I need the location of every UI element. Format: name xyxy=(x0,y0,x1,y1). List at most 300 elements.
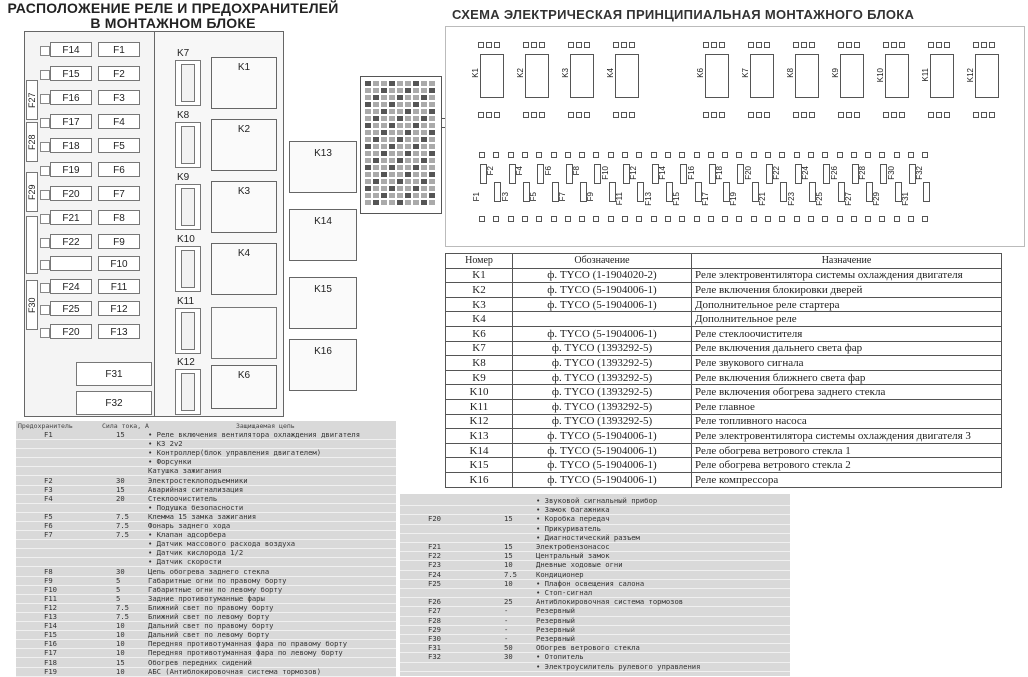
mini-cell xyxy=(397,151,403,156)
relay-pin xyxy=(613,42,619,48)
fuse-row xyxy=(16,667,396,677)
fuse-tab xyxy=(40,142,50,152)
fuse-pair xyxy=(32,41,140,59)
relay-pin xyxy=(973,42,979,48)
relay-purpose: Реле стеклоочистителя xyxy=(692,326,1002,341)
relay-purpose: Реле электровентилятора системы охлаждения двигателя xyxy=(692,268,1002,283)
fuse-circuit: • Подушка безопасности xyxy=(148,502,244,512)
relay-pin xyxy=(838,42,844,48)
fuse-pin xyxy=(808,216,814,222)
mini-cell xyxy=(365,172,371,177)
fuse-id: F14 xyxy=(44,621,57,631)
mini-cell xyxy=(389,172,395,177)
mini-cell xyxy=(373,102,379,107)
fuse-pin xyxy=(665,216,671,222)
fuse-pin xyxy=(865,216,871,222)
fuse-id: F12 xyxy=(44,602,57,612)
mini-cell xyxy=(373,123,379,128)
fuse-id: F17 xyxy=(44,648,57,658)
fuse-current: 10 xyxy=(504,560,513,570)
mini-cell xyxy=(365,95,371,100)
schematic-relay-label: K6 xyxy=(696,68,705,78)
mini-cell xyxy=(397,109,403,114)
relay-designation: ф. TYCO (5-1904006-1) xyxy=(513,458,692,473)
fuse-label-right: F5 xyxy=(98,138,140,153)
fuse-current: 50 xyxy=(504,643,513,653)
fuse-label-left: F20 xyxy=(50,186,92,201)
fuse-tab xyxy=(40,166,50,176)
schematic-relay xyxy=(705,54,729,98)
schematic-relay xyxy=(885,54,909,98)
relay-number: K10 xyxy=(446,385,513,400)
mini-cell xyxy=(397,88,403,93)
fuse-pin xyxy=(765,152,771,158)
fuse-id: F22 xyxy=(428,551,441,561)
mini-cell xyxy=(421,123,427,128)
fuse-label-right: F7 xyxy=(98,186,140,201)
relay-table-row xyxy=(446,297,1002,312)
fuse-pin xyxy=(865,152,871,158)
relay-pin xyxy=(973,112,979,118)
relay-pin xyxy=(539,112,545,118)
mini-cell xyxy=(413,165,419,170)
mini-cell xyxy=(413,95,419,100)
side-fuse-label: F27 xyxy=(26,80,38,120)
schematic-fuse-label: F5 xyxy=(529,192,539,202)
mini-cell xyxy=(389,144,395,149)
mini-cell xyxy=(421,158,427,163)
fuse-current: 7.5 xyxy=(116,511,129,521)
schematic-relay-label: K4 xyxy=(606,68,615,78)
outer-relay-label: K14 xyxy=(314,216,332,227)
schematic-relay xyxy=(570,54,594,98)
fuse-current: 15 xyxy=(116,484,125,494)
mini-cell xyxy=(397,200,403,205)
schematic-fuse-label: F4 xyxy=(514,166,524,176)
mini-cell xyxy=(413,193,419,198)
relay-pin xyxy=(576,112,582,118)
fuse-current: 7.5 xyxy=(116,530,129,540)
fuse-pin xyxy=(493,152,499,158)
fuse-label-left: F18 xyxy=(50,138,92,153)
mini-cell xyxy=(421,144,427,149)
fuse-pin xyxy=(879,152,885,158)
schematic-fuse-label: F6 xyxy=(543,166,553,176)
relay-pin xyxy=(531,112,537,118)
header-circuit: Защищаемая цепь xyxy=(236,422,295,430)
relay-table-row xyxy=(446,458,1002,473)
fuse-tab xyxy=(40,260,50,270)
relay-pin xyxy=(793,42,799,48)
mini-cell xyxy=(405,109,411,114)
schematic-fuse-label: F23 xyxy=(786,192,796,206)
relay-box xyxy=(211,119,277,171)
relay-label: K11 xyxy=(177,296,195,307)
relay-designation: ф. TYCO (1-1904020-2) xyxy=(513,268,692,283)
fuse-pin xyxy=(694,152,700,158)
fuse-id: F19 xyxy=(44,666,57,676)
fuse-circuit: Резервный xyxy=(536,615,575,625)
mini-fuse-block xyxy=(360,76,442,214)
mini-cell xyxy=(429,151,435,156)
outer-relay xyxy=(289,339,357,391)
relay-pin xyxy=(846,112,852,118)
outer-relay xyxy=(289,277,357,329)
relay-designation: ф. TYCO (5-1904006-1) xyxy=(513,472,692,487)
schematic-fuse-label: F13 xyxy=(643,192,653,206)
mini-cell xyxy=(397,123,403,128)
fuse-circuit: Обогрев ветрового стекла xyxy=(536,643,640,653)
schematic-relay-label: K10 xyxy=(876,68,885,83)
relay-table xyxy=(445,253,1002,488)
mini-cell xyxy=(429,123,435,128)
mini-cell xyxy=(421,186,427,191)
fuse-id: F21 xyxy=(428,542,441,551)
fuse-pin xyxy=(636,216,642,222)
mini-cell xyxy=(365,81,371,86)
relay-pin xyxy=(854,112,860,118)
fuse-tab xyxy=(40,70,50,80)
fuse-circuit: • Стоп-сигнал xyxy=(536,588,593,597)
fuse-pin xyxy=(908,216,914,222)
fuse-pin xyxy=(779,152,785,158)
mini-cell xyxy=(405,172,411,177)
relay-socket-inner xyxy=(181,188,195,226)
mini-cell xyxy=(429,200,435,205)
relay-designation: ф. TYCO (5-1904006-1) xyxy=(513,326,692,341)
mini-cell xyxy=(405,95,411,100)
relay-number: K14 xyxy=(446,443,513,458)
schematic-fuse-label: F11 xyxy=(615,192,624,206)
relay-table-row xyxy=(446,370,1002,385)
mini-cell xyxy=(397,81,403,86)
relay-box-label: K2 xyxy=(237,124,251,135)
fuse-id: F11 xyxy=(44,593,57,603)
fuse-current: 7.5 xyxy=(116,612,129,621)
fuse-id: F4 xyxy=(44,493,53,503)
fuse-id: F9 xyxy=(44,575,53,585)
schematic-fuse-label: F24 xyxy=(800,166,810,180)
mini-cell xyxy=(373,179,379,184)
mini-cell xyxy=(381,179,387,184)
relay-label: K8 xyxy=(177,110,190,121)
mini-cell xyxy=(429,109,435,114)
left-title-line2: В МОНТАЖНОМ БЛОКЕ xyxy=(90,15,256,31)
mini-cell xyxy=(413,81,419,86)
relay-label: K12 xyxy=(177,357,195,368)
schematic-fuse-label: F31 xyxy=(901,192,910,206)
relay-box-label: K3 xyxy=(237,186,251,197)
fuse-label-left xyxy=(50,256,92,271)
relay-pin xyxy=(981,42,987,48)
relay-number: K8 xyxy=(446,356,513,371)
relay-box xyxy=(211,181,277,233)
side-fuse-label: F30 xyxy=(26,280,38,330)
relay-pin xyxy=(576,42,582,48)
schematic-relay xyxy=(975,54,999,98)
relay-pin xyxy=(989,42,995,48)
schematic-relay xyxy=(840,54,864,98)
fuse-circuit: Цепь обогрева заднего стекла xyxy=(148,566,270,576)
fuse-current: 25 xyxy=(504,597,513,607)
relay-purpose: Реле включения дальнего света фар xyxy=(692,341,1002,356)
relay-designation: ф. TYCO (1393292-5) xyxy=(513,341,692,356)
relay-pin xyxy=(486,42,492,48)
fuse-pin xyxy=(665,152,671,158)
relay-pin xyxy=(584,112,590,118)
relay-socket-inner xyxy=(181,126,195,164)
fuse-pin xyxy=(565,152,571,158)
fuse-circuit: Дневные ходовые огни xyxy=(536,560,623,570)
relay-table-row xyxy=(446,356,1002,371)
fuse-circuit: Дальний свет по правому борту xyxy=(148,621,274,631)
mini-cell xyxy=(405,200,411,205)
schematic-fuse-label: F12 xyxy=(629,166,639,180)
mini-cell xyxy=(365,179,371,184)
mini-cell xyxy=(389,179,395,184)
fuse-current: 7.5 xyxy=(116,521,129,530)
schematic-fuse-label: F1 xyxy=(472,192,481,202)
mini-cell xyxy=(365,109,371,114)
fuse-id: F25 xyxy=(428,578,441,588)
mini-cell xyxy=(405,144,411,149)
relay-pin xyxy=(568,42,574,48)
mini-cell xyxy=(429,95,435,100)
relay-pin xyxy=(899,42,905,48)
relay-number: K6 xyxy=(446,326,513,341)
relay-pin xyxy=(711,112,717,118)
relay-number: K3 xyxy=(446,297,513,312)
fuse-pin xyxy=(551,152,557,158)
relay-pin xyxy=(621,42,627,48)
schematic-fuse-label: F30 xyxy=(886,166,896,180)
relay-pin xyxy=(944,42,950,48)
relay-purpose: Реле топливного насоса xyxy=(692,414,1002,429)
fuse-pin xyxy=(894,216,900,222)
mini-cell xyxy=(381,95,387,100)
relay-box xyxy=(211,365,277,409)
fuse-circuit: • Электроусилитель рулевого управления xyxy=(536,661,701,671)
schematic-relay-label: K7 xyxy=(741,68,750,78)
mini-cell xyxy=(405,186,411,191)
fuse-circuit: • Прикуриватель xyxy=(536,523,601,533)
mini-cell xyxy=(429,116,435,121)
fuse-pin xyxy=(565,216,571,222)
relay-box xyxy=(211,243,277,295)
fuse-id: F2 xyxy=(44,475,53,485)
fuse-circuit: • Датчик кислорода 1/2 xyxy=(148,548,244,558)
relay-number: K4 xyxy=(446,312,513,327)
schematic-relay xyxy=(795,54,819,98)
schematic-relay-label: K12 xyxy=(966,68,975,83)
fuse-current: 5 xyxy=(116,575,121,585)
relay-pin xyxy=(989,112,995,118)
mini-cell xyxy=(365,130,371,135)
relay-socket-inner xyxy=(181,250,195,288)
mini-cell xyxy=(397,102,403,107)
relay-pin xyxy=(478,42,484,48)
mini-cell xyxy=(421,179,427,184)
fuse-current: - xyxy=(504,634,509,643)
relay-number: K7 xyxy=(446,341,513,356)
schematic-fuse-label: F22 xyxy=(772,166,782,180)
mini-cell xyxy=(373,116,379,121)
fuse-pin xyxy=(765,216,771,222)
mini-cell xyxy=(389,88,395,93)
fuse-id: F5 xyxy=(44,511,53,521)
mini-cell xyxy=(381,137,387,142)
relay-pin xyxy=(629,42,635,48)
relay-pin xyxy=(486,112,492,118)
mini-cell xyxy=(397,158,403,163)
fuse-pair xyxy=(32,137,140,155)
mini-cell xyxy=(413,200,419,205)
fuse-id: F26 xyxy=(428,597,441,607)
mini-cell xyxy=(405,151,411,156)
fuse-current: 30 xyxy=(116,475,125,485)
mini-cell xyxy=(397,144,403,149)
fuse-pin xyxy=(551,216,557,222)
schematic-relay-label: K8 xyxy=(786,68,795,78)
relay-number: K16 xyxy=(446,472,513,487)
relay-pin xyxy=(748,42,754,48)
relay-pin xyxy=(531,42,537,48)
relay-purpose: Дополнительное реле xyxy=(692,312,1002,327)
schematic-fuse-label: F20 xyxy=(743,166,753,180)
fuse-pin xyxy=(722,152,728,158)
fuse-current: 7.5 xyxy=(116,602,129,612)
mini-cell xyxy=(421,165,427,170)
mini-cell xyxy=(365,200,371,205)
relay-pin xyxy=(891,112,897,118)
fuse-pair xyxy=(32,185,140,203)
fuse-id: F27 xyxy=(428,606,441,616)
relay-box-label: K6 xyxy=(237,370,251,381)
schematic-relay xyxy=(480,54,504,98)
relay-table-row xyxy=(446,385,1002,400)
relay-pin xyxy=(539,42,545,48)
fuse-pin xyxy=(651,216,657,222)
fuse-circuit: Резервный xyxy=(536,624,575,634)
mini-cell xyxy=(429,102,435,107)
fuse-circuit: • Диагностический разъем xyxy=(536,532,640,542)
relay-pin xyxy=(764,112,770,118)
relay-designation: ф. TYCO (1393292-5) xyxy=(513,370,692,385)
fuse-circuit: • Реле включения вентилятора охлаждения двигателя xyxy=(148,430,361,439)
fuse-label-right: F2 xyxy=(98,66,140,81)
fuse-label-left: F16 xyxy=(50,90,92,105)
mini-cell xyxy=(413,109,419,114)
fuse-circuit: Фонарь заднего хода xyxy=(148,521,231,530)
fuse-circuit: Резервный xyxy=(536,606,575,616)
fuse-label-left: F21 xyxy=(50,210,92,225)
fuse-tab xyxy=(40,190,50,200)
relay-pin xyxy=(568,112,574,118)
fuse-pin xyxy=(708,216,714,222)
fuse-current: 10 xyxy=(504,578,513,588)
mini-cell xyxy=(389,95,395,100)
schematic-fuse-label: F28 xyxy=(858,166,868,180)
fuse-circuit: Ближний свет по левому борту xyxy=(148,612,270,621)
relay-pin xyxy=(478,112,484,118)
mini-cell xyxy=(429,81,435,86)
fuse-pin xyxy=(622,152,628,158)
fuse-circuit: Дальний свет по левому борту xyxy=(148,630,270,640)
mini-cell xyxy=(381,172,387,177)
fuse-label-right: F3 xyxy=(98,90,140,105)
fuse-current: 5 xyxy=(116,584,121,594)
fuse-pin xyxy=(751,216,757,222)
schematic-fuse-label: F9 xyxy=(586,192,596,202)
relay-table-row xyxy=(446,414,1002,429)
mini-cell xyxy=(381,151,387,156)
relay-socket-inner xyxy=(181,64,195,102)
relay-designation xyxy=(513,312,692,327)
mini-cell xyxy=(373,200,379,205)
mini-cell xyxy=(413,116,419,121)
fuse-pin xyxy=(779,216,785,222)
mini-cell xyxy=(365,123,371,128)
mini-cell xyxy=(421,88,427,93)
mini-cell xyxy=(421,81,427,86)
relay-pin xyxy=(703,112,709,118)
outer-relay-label: K15 xyxy=(314,284,332,295)
fuse-tab xyxy=(40,283,50,293)
mini-cell xyxy=(389,123,395,128)
mini-cell xyxy=(405,137,411,142)
fuse-id: F13 xyxy=(44,612,57,621)
relay-number: K9 xyxy=(446,370,513,385)
relay-table-row xyxy=(446,429,1002,444)
relay-pin xyxy=(846,42,852,48)
relay-pin xyxy=(703,42,709,48)
relay-pin xyxy=(793,112,799,118)
relay-pin xyxy=(801,112,807,118)
mini-cell xyxy=(365,193,371,198)
relay-designation: ф. TYCO (5-1904006-1) xyxy=(513,443,692,458)
fuse-id: F23 xyxy=(428,560,441,570)
mini-cell xyxy=(421,193,427,198)
fuse-label-right: F13 xyxy=(98,324,140,339)
fuse-pin xyxy=(722,216,728,222)
fuse-circuit: Габаритные огни по правому борту xyxy=(148,575,287,585)
mini-cell xyxy=(381,109,387,114)
relay-table-row xyxy=(446,312,1002,327)
fuse-current: - xyxy=(504,624,509,634)
mini-cell xyxy=(365,102,371,107)
schematic-relay-label: K9 xyxy=(831,68,840,78)
fuse-id: F20 xyxy=(428,514,441,524)
mini-block-grid xyxy=(361,77,441,213)
mini-cell xyxy=(389,109,395,114)
mini-cell xyxy=(429,144,435,149)
fuse-label-right: F8 xyxy=(98,210,140,225)
fuse-pin xyxy=(908,152,914,158)
fuse-current: 15 xyxy=(504,514,513,524)
schematic-fuse-label: F15 xyxy=(672,192,682,206)
mini-cell xyxy=(389,200,395,205)
fuse-tab xyxy=(40,214,50,224)
relay-pin xyxy=(584,42,590,48)
fuse-current: 15 xyxy=(116,430,125,439)
fuse-circuit: Стеклоочиститель xyxy=(148,493,218,503)
mini-cell xyxy=(413,144,419,149)
mini-cell xyxy=(397,172,403,177)
fuse-pin xyxy=(536,216,542,222)
relay-designation: ф. TYCO (5-1904006-1) xyxy=(513,283,692,298)
fuse-tab xyxy=(40,328,50,338)
mini-cell xyxy=(389,151,395,156)
